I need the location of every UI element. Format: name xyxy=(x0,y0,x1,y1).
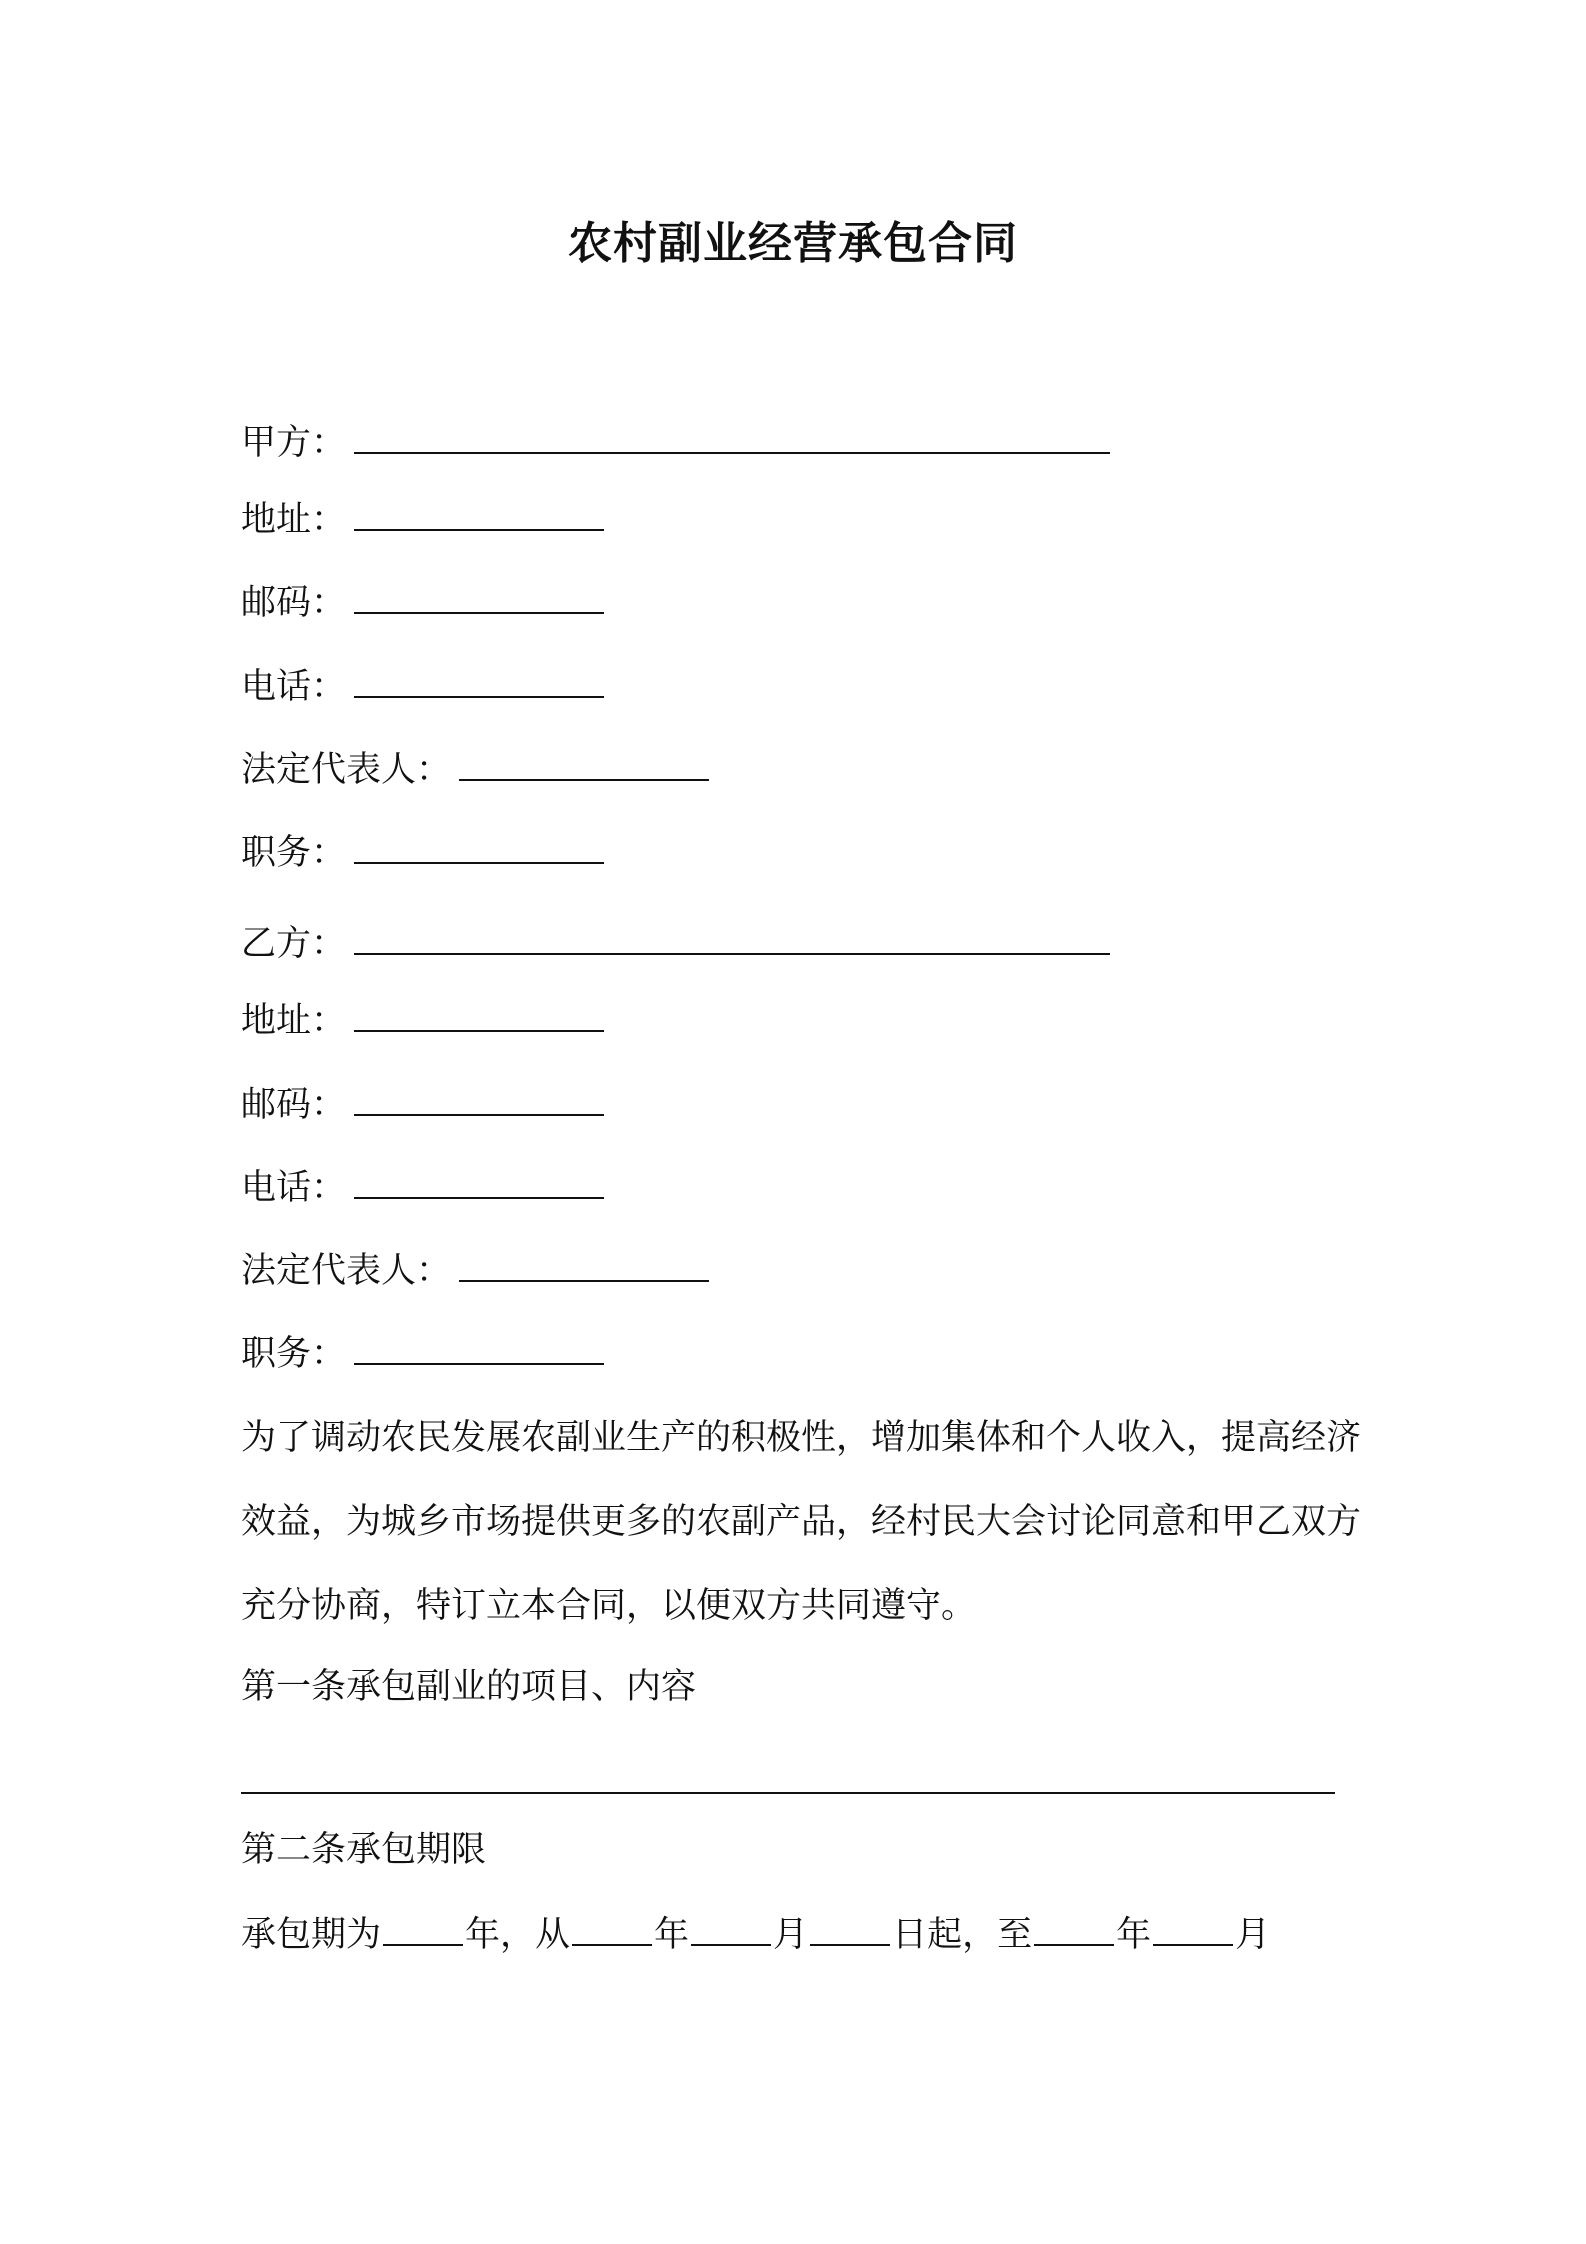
party-b-name-label: 乙方： xyxy=(241,924,347,964)
term-text-3: 年 xyxy=(654,1915,690,1955)
party-b-postcode-label: 邮码： xyxy=(241,1085,347,1125)
document-title: 农村副业经营承包合同 xyxy=(568,218,1018,269)
party-b-postcode-row xyxy=(241,1080,604,1130)
party-b-postcode-blank[interactable] xyxy=(354,1080,604,1116)
term-text-7: 月 xyxy=(1235,1915,1271,1955)
start-month-blank[interactable] xyxy=(691,1910,771,1946)
party-a-name-label: 甲方： xyxy=(241,423,347,463)
term-text-4: 月 xyxy=(773,1915,809,1955)
party-b-phone-label: 电话： xyxy=(241,1168,347,1208)
party-a-address-blank[interactable] xyxy=(354,495,604,531)
party-a-name-row xyxy=(241,418,1110,468)
party-a-phone-label: 电话： xyxy=(241,667,347,707)
party-b-position-row xyxy=(241,1329,604,1379)
party-b-phone-blank[interactable] xyxy=(354,1163,604,1199)
party-b-position-blank[interactable] xyxy=(354,1329,604,1365)
party-a-name-blank[interactable] xyxy=(354,418,1110,454)
party-a-postcode-label: 邮码： xyxy=(241,583,347,623)
article-1-content-row xyxy=(241,1758,1335,1808)
party-b-position-label: 职务： xyxy=(241,1334,347,1374)
term-text-6: 年 xyxy=(1116,1915,1152,1955)
party-b-legal-rep-label: 法定代表人： xyxy=(241,1251,452,1291)
term-text-2: 年，从 xyxy=(465,1915,571,1955)
party-a-legal-rep-blank[interactable] xyxy=(459,745,709,781)
term-years-blank[interactable] xyxy=(383,1910,463,1946)
party-a-legal-rep-label: 法定代表人： xyxy=(241,750,452,790)
party-a-position-blank[interactable] xyxy=(354,828,604,864)
party-b-address-row xyxy=(241,996,604,1046)
end-year-blank[interactable] xyxy=(1034,1910,1114,1946)
term-text-5: 日起，至 xyxy=(892,1915,1033,1955)
party-a-address-label: 地址： xyxy=(241,500,347,540)
party-b-name-row xyxy=(241,919,1110,969)
party-b-legal-rep-row xyxy=(241,1246,709,1296)
party-b-name-blank[interactable] xyxy=(354,919,1110,955)
party-b-address-label: 地址： xyxy=(241,1001,347,1041)
start-day-blank[interactable] xyxy=(810,1910,890,1946)
article-2-heading: 第二条承包期限 xyxy=(241,1830,487,1870)
party-a-phone-row xyxy=(241,662,604,712)
term-row xyxy=(241,1910,1270,1960)
article-1-content-blank[interactable] xyxy=(241,1758,1335,1794)
party-b-phone-row xyxy=(241,1163,604,1213)
party-a-postcode-blank[interactable] xyxy=(354,578,604,614)
party-a-legal-rep-row xyxy=(241,745,709,795)
preamble-paragraph: 为了调动农民发展农副业生产的积极性，增加集体和个人收入，提高经济效益，为城乡市场提供更多的农副产品，经村民大会讨论同意和甲乙双方充分协商，特订立本合同，以便双方共同遵守。 xyxy=(241,1418,1362,1626)
start-year-blank[interactable] xyxy=(572,1910,652,1946)
party-b-address-blank[interactable] xyxy=(354,996,604,1032)
party-a-postcode-row xyxy=(241,578,604,628)
term-text-1: 承包期为 xyxy=(241,1915,382,1955)
end-month-blank[interactable] xyxy=(1153,1910,1233,1946)
party-a-phone-blank[interactable] xyxy=(354,662,604,698)
party-a-position-label: 职务： xyxy=(241,833,347,873)
party-a-address-row xyxy=(241,495,604,545)
party-b-legal-rep-blank[interactable] xyxy=(459,1246,709,1282)
article-1-heading: 第一条承包副业的项目、内容 xyxy=(241,1667,697,1707)
party-a-position-row xyxy=(241,828,604,878)
